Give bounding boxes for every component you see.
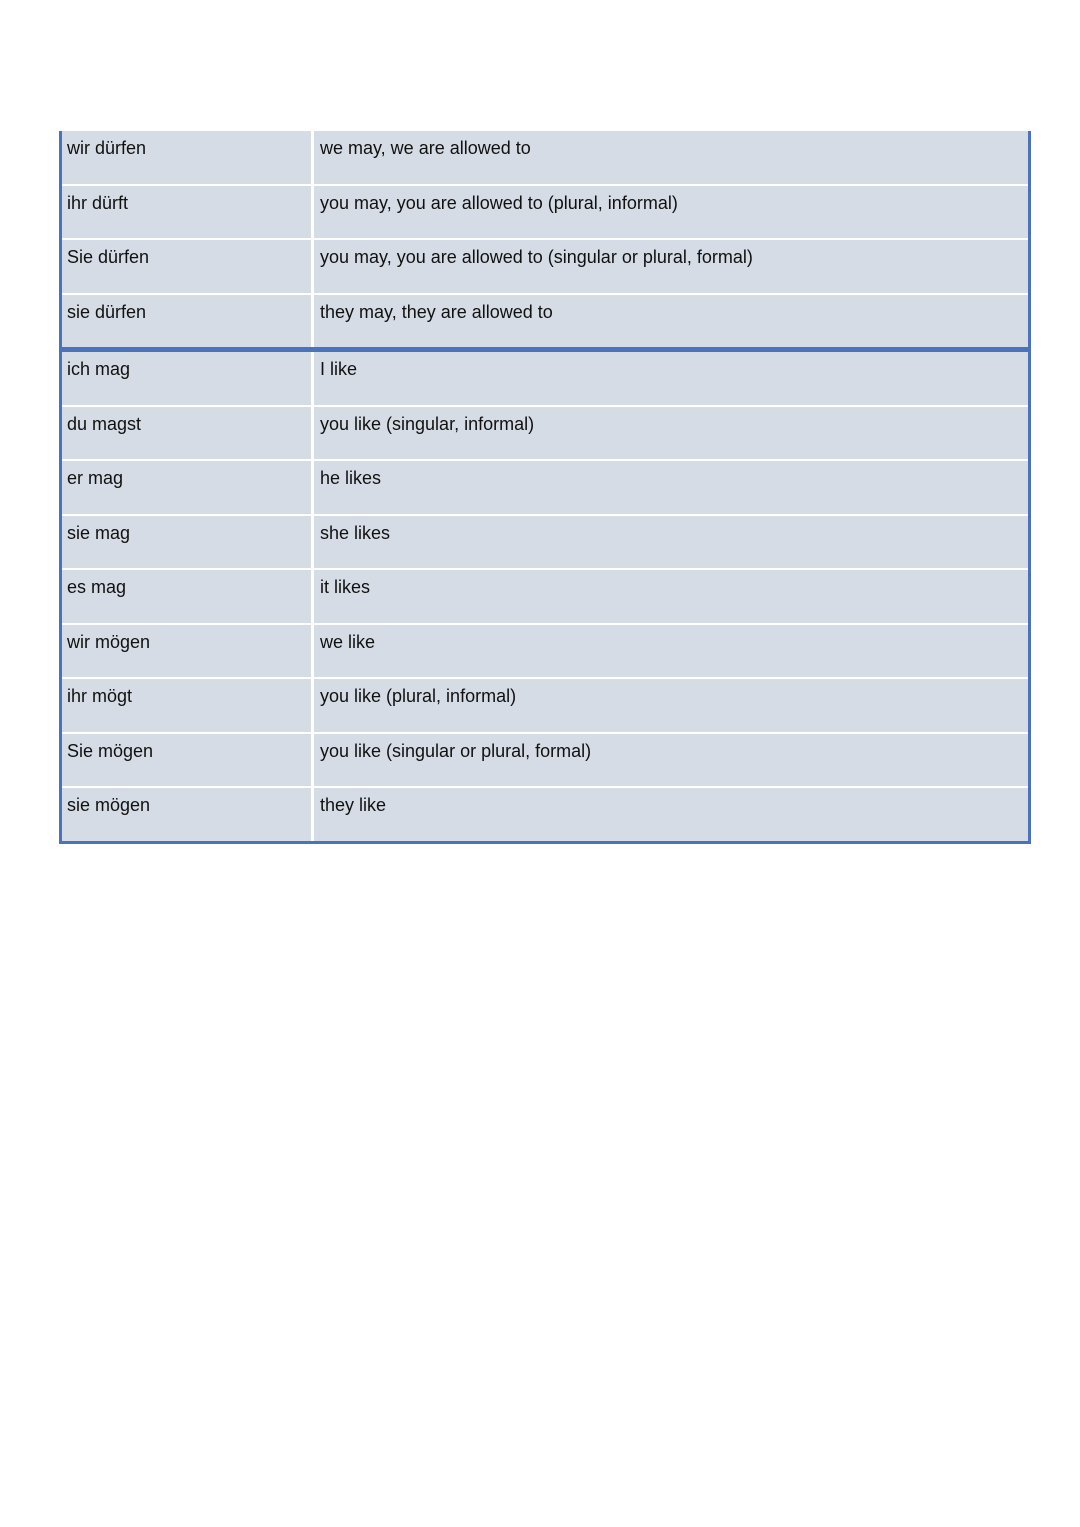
english-cell: we may, we are allowed to xyxy=(314,131,1028,184)
english-cell: you like (plural, informal) xyxy=(314,679,1028,732)
table-row xyxy=(62,679,1028,732)
english-cell: we like xyxy=(314,625,1028,678)
table-row xyxy=(62,461,1028,514)
english-cell: he likes xyxy=(314,461,1028,514)
german-cell: sie mögen xyxy=(62,788,311,841)
table-row xyxy=(62,240,1028,293)
english-cell: it likes xyxy=(314,570,1028,623)
durfen-conjugation-table xyxy=(59,131,1031,350)
english-cell: you like (singular, informal) xyxy=(314,407,1028,460)
german-cell: wir mögen xyxy=(62,625,311,678)
english-cell: you like (singular or plural, formal) xyxy=(314,734,1028,787)
german-cell: Sie mögen xyxy=(62,734,311,787)
table-row xyxy=(62,295,1028,348)
german-cell: wir dürfen xyxy=(62,131,311,184)
table-row xyxy=(62,570,1028,623)
german-cell: sie dürfen xyxy=(62,295,311,348)
german-cell: ihr mögt xyxy=(62,679,311,732)
german-cell: er mag xyxy=(62,461,311,514)
english-cell: they may, they are allowed to xyxy=(314,295,1028,348)
table-row xyxy=(62,788,1028,841)
german-cell: ihr dürft xyxy=(62,186,311,239)
german-cell: sie mag xyxy=(62,516,311,569)
table-row xyxy=(62,625,1028,678)
mogen-conjugation-table xyxy=(59,349,1031,844)
german-cell: Sie dürfen xyxy=(62,240,311,293)
english-cell: she likes xyxy=(314,516,1028,569)
english-cell: you may, you are allowed to (singular or plural, formal) xyxy=(314,240,1028,293)
english-cell: they like xyxy=(314,788,1028,841)
table-row xyxy=(62,516,1028,569)
table-row xyxy=(62,352,1028,405)
english-cell: you may, you are allowed to (plural, informal) xyxy=(314,186,1028,239)
german-cell: du magst xyxy=(62,407,311,460)
table-row xyxy=(62,407,1028,460)
english-cell: I like xyxy=(314,352,1028,405)
german-cell: ich mag xyxy=(62,352,311,405)
table-row xyxy=(62,131,1028,184)
german-cell: es mag xyxy=(62,570,311,623)
table-row xyxy=(62,186,1028,239)
table-row xyxy=(62,734,1028,787)
